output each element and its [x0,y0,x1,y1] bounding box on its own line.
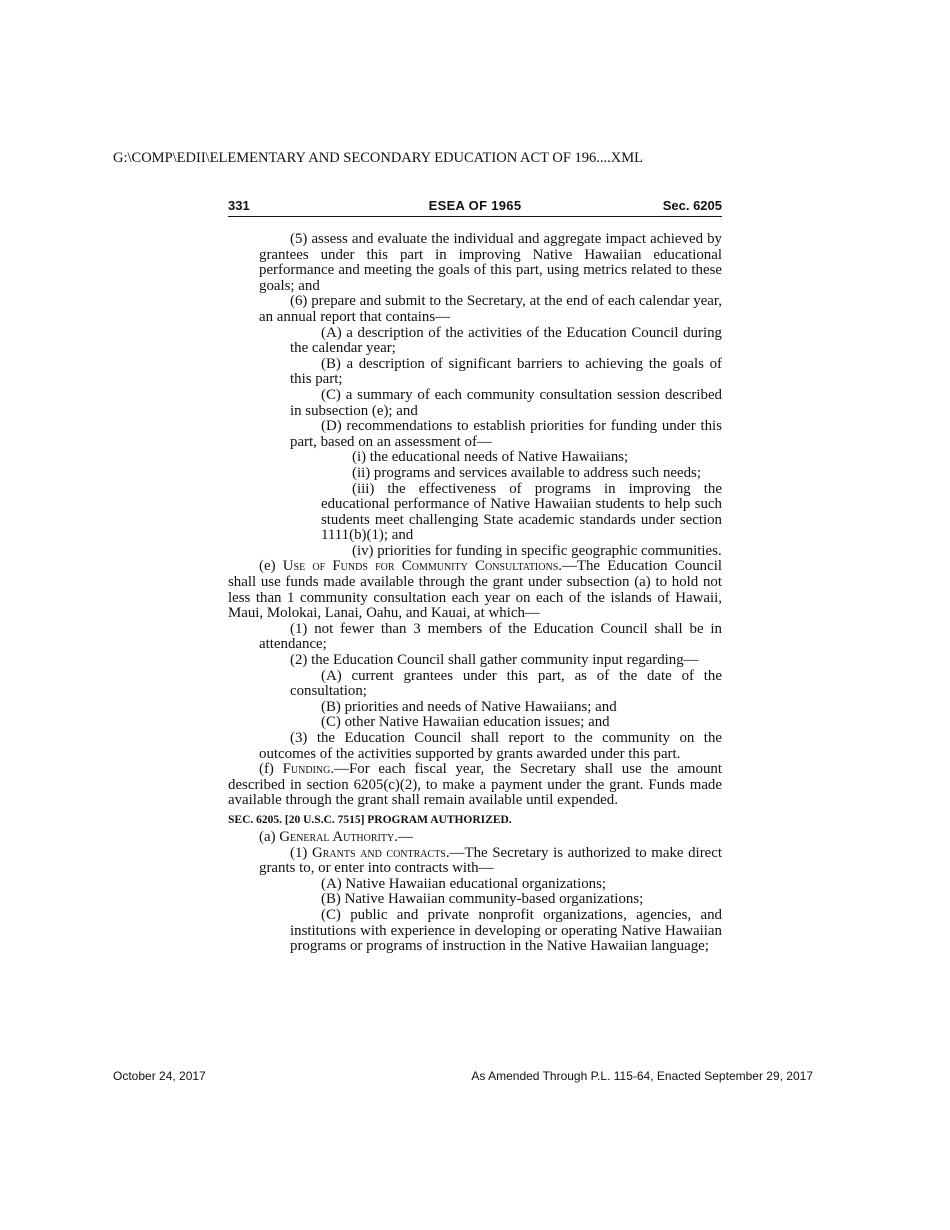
paragraph-e-2-b: (B) priorities and needs of Native Hawaiians; and [321,698,617,715]
paragraph-a-1-label: (1) [290,844,312,861]
paragraph-e-2-c: (C) other Native Hawaiian education issues; and [321,714,610,731]
paragraph-a-1-b: (B) Native Hawaiian community-based organizations; [321,891,644,908]
running-head-section: Sec. 6205 [662,198,722,213]
paragraph-5: (5) assess and evaluate the individual and aggregate impact achieved by grantees under this part in improving Native Hawaiian educational performance and meeting the goals of this part, using metrics related to these goals; and [259,231,722,294]
paragraph-e-3: (3) the Education Council shall report to the community on the outcomes of the activities supported by grants awarded under this part. [259,730,722,762]
paragraph-6-d: (D) recommendations to establish priorities for funding under this part, based on an assessment of— [290,418,722,450]
paragraph-e-1: (1) not fewer than 3 members of the Education Council shall be in attendance; [259,620,722,653]
page-number: 331 [228,198,250,213]
subsection-f [228,762,722,809]
paragraph-e-2-a: (A) current grantees under this part, as of the date of the consultation; [290,667,722,700]
subsection-e-text: —The Education Council shall use funds made available through the grant under subsection (a) to hold not less than 1 community consultation each year on each of the islands of Hawaii, Maui, Molokai, Lanai, Oahu, and Kauai, at which— [228,558,722,622]
running-head [228,198,722,217]
subsection-e [228,559,722,621]
subsection-a [228,830,722,846]
paragraph-a-1 [228,846,722,877]
subsection-e-heading: Use of Funds for Community Consultations. [282,558,562,575]
clause-6-d-iii: (iii) the effectiveness of programs in improving the educational performance of Native Hawaiian students to help such students meet challenging State academic standards under section 1111(b)(1); and [321,480,722,544]
paragraph-a-1-text: —The Secretary is authorized to make direct grants to, or enter into contracts with— [259,844,723,877]
subsection-a-label: (a) [259,828,280,845]
subsection-e-label: (e) [259,558,283,575]
subsection-f-text: —For each fiscal year, the Secretary shall use the amount described in section 6205(c)(2), to make a payment under the grant. Funds made available through the grant shall remain available until expended. [228,761,722,809]
footer-date: October 24, 2017 [113,1069,206,1083]
subsection-f-label: (f) [259,761,283,778]
paragraph-a-1-heading: Grants and contracts. [311,844,450,861]
subsection-a-dash: — [397,828,413,845]
subsection-a-heading: General Authority. [279,828,398,845]
file-path-header: G:\COMP\EDII\ELEMENTARY AND SECONDARY EDUCATION ACT OF 196....XML [113,150,643,166]
paragraph-a-1-c: (C) public and private nonprofit organizations, agencies, and institutions with experience in developing or operating Native Hawaiian programs or programs of instruction in the Native Hawaiian language; [290,906,722,955]
statute-body [228,232,722,955]
clause-6-d-i: (i) the educational needs of Native Hawaiians; [352,449,629,466]
clause-6-d-ii: (ii) programs and services available to address such needs; [352,464,701,481]
running-head-title: ESEA OF 1965 [428,198,522,213]
paragraph-e-2: (2) the Education Council shall gather community input regarding— [290,652,699,669]
paragraph-a-1-a: (A) Native Hawaiian educational organizations; [321,875,607,892]
subsection-f-heading: Funding. [282,761,335,778]
paragraph-6-c: (C) a summary of each community consultation session described in subsection (e); and [290,386,722,419]
clause-6-d-iv: (iv) priorities for funding in specific geographic communities. [352,542,722,559]
footer-amended-note: As Amended Through P.L. 115-64, Enacted September 29, 2017 [471,1069,813,1083]
paragraph-6-a: (A) a description of the activities of the Education Council during the calendar year; [290,324,722,357]
paragraph-6: (6) prepare and submit to the Secretary, at the end of each calendar year, an annual report that contains— [259,293,722,325]
paragraph-6-b: (B) a description of significant barriers to achieving the goals of this part; [290,355,722,388]
section-heading: SEC. 6205. [20 U.S.C. 7515] PROGRAM AUTHORIZED. [228,813,512,826]
